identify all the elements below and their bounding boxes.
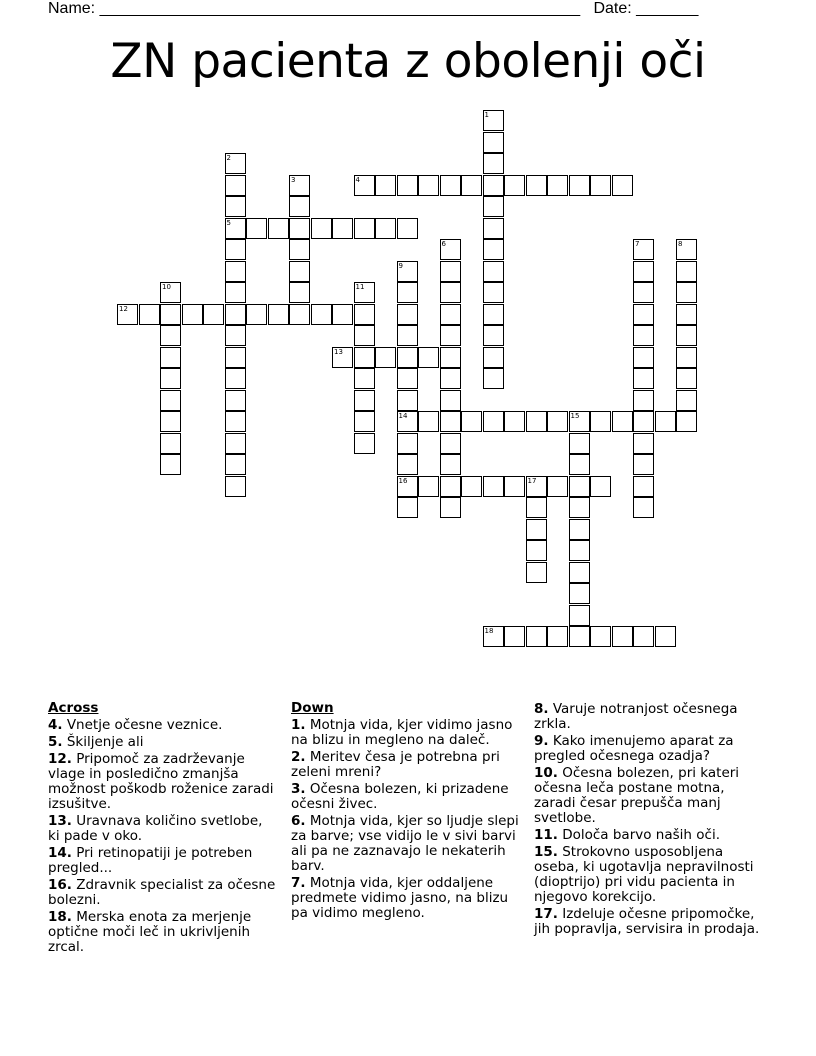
clue-item [291, 782, 521, 812]
crossword-cell[interactable] [547, 411, 568, 432]
crossword-cell[interactable] [354, 411, 375, 432]
crossword-cell[interactable] [225, 153, 246, 174]
crossword-cell[interactable] [225, 347, 246, 368]
crossword-cell[interactable] [225, 239, 246, 260]
crossword-cell[interactable] [375, 175, 396, 196]
cell-number: 15 [570, 412, 580, 420]
crossword-cell[interactable] [633, 282, 654, 303]
cell-number: 17 [527, 476, 537, 485]
clue-item [534, 734, 770, 764]
clue-number: 9. [534, 733, 549, 749]
across-heading: Across [48, 700, 99, 716]
crossword-cell[interactable] [526, 175, 547, 196]
crossword-cell[interactable] [354, 218, 375, 239]
crossword-cell[interactable] [225, 175, 246, 196]
crossword-cell[interactable] [676, 261, 697, 282]
crossword-cell[interactable] [160, 411, 181, 432]
crossword-cell[interactable] [633, 325, 654, 346]
crossword-cell[interactable] [483, 368, 504, 389]
crossword-cell[interactable] [676, 347, 697, 368]
crossword-cell[interactable] [569, 519, 590, 540]
crossword-cell[interactable] [354, 282, 375, 303]
clue-number: 18. [48, 909, 72, 925]
cell-number: 11 [355, 283, 365, 291]
crossword-cell[interactable] [461, 411, 482, 432]
clue-number: 12. [48, 751, 72, 767]
crossword-cell[interactable] [633, 497, 654, 518]
crossword-cell[interactable] [483, 175, 504, 196]
crossword-cell[interactable] [526, 411, 547, 432]
crossword-cell[interactable] [289, 196, 310, 217]
crossword-cell[interactable] [569, 433, 590, 454]
crossword-cell[interactable] [440, 454, 461, 475]
crossword-cell[interactable] [676, 239, 697, 260]
crossword-cell[interactable] [225, 476, 246, 497]
crossword-cell[interactable] [526, 476, 547, 497]
cell-number: 2 [226, 154, 231, 162]
clue-text: Pri retinopatiji je potreben pregled... [48, 845, 253, 876]
crossword-cell[interactable] [289, 304, 310, 325]
crossword-cell[interactable] [526, 626, 547, 647]
clue-item [534, 702, 770, 732]
cell-number: 4 [355, 175, 360, 184]
crossword-cell[interactable] [289, 261, 310, 282]
crossword-cell[interactable] [633, 626, 654, 647]
crossword-cell[interactable] [440, 347, 461, 368]
crossword-cell[interactable] [332, 218, 353, 239]
name-blank[interactable]: ______________________________________________________ [99, 0, 581, 17]
crossword-cell[interactable] [354, 347, 375, 368]
crossword-cell[interactable] [440, 175, 461, 196]
crossword-cell[interactable] [440, 411, 461, 432]
crossword-cell[interactable] [676, 411, 697, 432]
across-clue-list [48, 718, 278, 955]
crossword-cell[interactable] [225, 261, 246, 282]
page-title: ZN pacienta z obolenji oči [110, 34, 706, 89]
crossword-cell[interactable] [397, 347, 418, 368]
crossword-cell[interactable] [160, 368, 181, 389]
crossword-cell[interactable] [418, 476, 439, 497]
clue-text: Zdravnik specialist za očesne bolezni. [48, 877, 276, 908]
clue-number: 6. [291, 813, 306, 829]
crossword-cell[interactable] [397, 454, 418, 475]
clue-item [291, 750, 521, 780]
crossword-cell[interactable] [354, 325, 375, 346]
cell-number: 16 [398, 476, 408, 485]
clues-column-down-continued [534, 700, 770, 937]
cell-number: 9 [398, 261, 403, 270]
crossword-cell[interactable] [547, 626, 568, 647]
crossword-cell[interactable] [397, 368, 418, 389]
clue-item [48, 846, 278, 876]
crossword-cell[interactable] [375, 218, 396, 239]
crossword-cell[interactable] [633, 454, 654, 475]
clue-number: 1. [291, 717, 306, 733]
crossword-cell[interactable] [461, 175, 482, 196]
crossword-cell[interactable] [440, 433, 461, 454]
crossword-cell[interactable] [569, 605, 590, 626]
crossword-cell[interactable] [569, 175, 590, 196]
crossword-cell[interactable] [676, 282, 697, 303]
crossword-cell[interactable] [526, 562, 547, 583]
crossword-cell[interactable] [590, 175, 611, 196]
crossword-cell[interactable] [504, 626, 525, 647]
crossword-cell[interactable] [504, 476, 525, 497]
crossword-cell[interactable] [676, 390, 697, 411]
clues-column-across [48, 700, 278, 955]
crossword-cell[interactable] [397, 497, 418, 518]
crossword-cell[interactable] [311, 304, 332, 325]
clue-number: 2. [291, 749, 306, 765]
clue-number: 4. [48, 717, 63, 733]
crossword-cell[interactable] [203, 304, 224, 325]
crossword-cell[interactable] [397, 282, 418, 303]
date-label: Date: [593, 0, 632, 17]
clue-item [291, 814, 521, 874]
crossword-cell[interactable] [633, 368, 654, 389]
clue-item [48, 735, 278, 750]
crossword-cell[interactable] [160, 347, 181, 368]
crossword-cell[interactable] [160, 325, 181, 346]
crossword-cell[interactable] [440, 368, 461, 389]
crossword-cell[interactable] [612, 175, 633, 196]
clue-item [291, 876, 521, 921]
clue-text: Varuje notranjost očesnega zrkla. [534, 701, 738, 732]
crossword-cell[interactable] [225, 454, 246, 475]
crossword-cell[interactable] [676, 368, 697, 389]
crossword-cell[interactable] [483, 239, 504, 260]
crossword-cell[interactable] [225, 304, 246, 325]
crossword-cell[interactable] [483, 347, 504, 368]
crossword-cell[interactable] [633, 304, 654, 325]
crossword-cell[interactable] [397, 325, 418, 346]
clue-number: 7. [291, 875, 306, 891]
crossword-cell[interactable] [483, 132, 504, 153]
clue-item [534, 828, 770, 843]
crossword-cell[interactable] [289, 282, 310, 303]
crossword-cell[interactable] [160, 454, 181, 475]
name-label: Name: [48, 0, 96, 17]
crossword-cell[interactable] [160, 282, 181, 303]
cell-number: 13 [334, 347, 343, 356]
clue-text: Škiljenje ali [62, 734, 144, 750]
crossword-cell[interactable] [590, 626, 611, 647]
cell-number: 14 [398, 412, 408, 420]
crossword-cell[interactable] [633, 390, 654, 411]
crossword-cell[interactable] [483, 282, 504, 303]
clue-text: Določa barvo naših oči. [557, 827, 720, 843]
clue-item [48, 814, 278, 844]
crossword-cell[interactable] [440, 282, 461, 303]
crossword-cell[interactable] [354, 368, 375, 389]
crossword-cell[interactable] [483, 261, 504, 282]
down-clue-list [291, 718, 521, 921]
clue-number: 5. [48, 734, 63, 750]
crossword-cell[interactable] [569, 454, 590, 475]
cell-number: 10 [162, 283, 171, 291]
clue-text: Strokovno usposobljena oseba, ki ugotavlja nepravilnosti (dioptrijo) pri vidu pacienta in njegovo korekcijo. [534, 844, 754, 905]
crossword-cell[interactable] [569, 562, 590, 583]
clue-text: Motnja vida, kjer so ljudje slepi za barve; vse vidijo le v sivi barvi ali pa ne zaznavajo le nekaterih barv. [291, 813, 519, 874]
crossword-cell[interactable] [440, 497, 461, 518]
clue-item [48, 910, 278, 955]
clue-item [534, 845, 770, 905]
crossword-cell[interactable] [354, 390, 375, 411]
crossword-cell[interactable] [418, 411, 439, 432]
crossword-cell[interactable] [418, 347, 439, 368]
clue-number: 8. [534, 701, 549, 717]
clue-item [48, 752, 278, 812]
crossword-cell[interactable] [354, 304, 375, 325]
clue-number: 10. [534, 765, 558, 781]
crossword-cell[interactable] [655, 626, 676, 647]
crossword-cell[interactable] [633, 433, 654, 454]
crossword-cell[interactable] [160, 390, 181, 411]
crossword-cell[interactable] [182, 304, 203, 325]
down-clue-list-continued [534, 702, 770, 937]
cell-number: 1 [484, 111, 489, 119]
clue-number: 3. [291, 781, 306, 797]
crossword-cell[interactable] [633, 261, 654, 282]
crossword-cell[interactable] [655, 411, 676, 432]
clue-number: 17. [534, 906, 558, 922]
crossword-cell[interactable] [225, 325, 246, 346]
clues-column-down [291, 700, 521, 921]
crossword-cell[interactable] [440, 261, 461, 282]
crossword-cell[interactable] [633, 476, 654, 497]
crossword-cell[interactable] [440, 239, 461, 260]
crossword-cell[interactable] [633, 411, 654, 432]
cell-number: 8 [678, 240, 683, 248]
clue-text: Merska enota za merjenje optične moči leč in ukrivljenih zrcal. [48, 909, 252, 955]
clue-text: Izdeluje očesne pripomočke, jih popravlja, servisira in prodaja. [534, 906, 760, 937]
crossword-cell[interactable] [289, 218, 310, 239]
crossword-cell[interactable] [676, 325, 697, 346]
crossword-cell[interactable] [225, 218, 246, 239]
crossword-cell[interactable] [225, 368, 246, 389]
crossword-cell[interactable] [526, 519, 547, 540]
cell-number: 7 [635, 240, 640, 248]
clue-item [48, 718, 278, 733]
crossword-cell[interactable] [504, 411, 525, 432]
clue-item [534, 766, 770, 826]
crossword-cell[interactable] [569, 626, 590, 647]
crossword-cell[interactable] [612, 411, 633, 432]
clue-text: Uravnava količino svetlobe, ki pade v oko. [48, 813, 263, 844]
crossword-cell[interactable] [332, 304, 353, 325]
crossword-cell[interactable] [633, 347, 654, 368]
clue-text: Kako imenujemo aparat za pregled očesnega ozadja? [534, 733, 734, 764]
crossword-cell[interactable] [160, 304, 181, 325]
cell-number: 5 [226, 218, 231, 227]
clue-item [48, 878, 278, 908]
clue-item [291, 718, 521, 748]
crossword-cell[interactable] [483, 304, 504, 325]
crossword-cell[interactable] [246, 218, 267, 239]
crossword-cell[interactable] [504, 175, 525, 196]
crossword-cell[interactable] [526, 540, 547, 561]
crossword-cell[interactable] [160, 433, 181, 454]
crossword-cell[interactable] [268, 218, 289, 239]
crossword-cell[interactable] [354, 175, 375, 196]
crossword-cell[interactable] [547, 175, 568, 196]
crossword-cell[interactable] [397, 476, 418, 497]
crossword-cell[interactable] [397, 218, 418, 239]
crossword-cell[interactable] [440, 390, 461, 411]
clue-number: 16. [48, 877, 72, 893]
crossword-cell[interactable] [246, 304, 267, 325]
crossword-cell[interactable] [311, 218, 332, 239]
crossword-cell[interactable] [547, 476, 568, 497]
crossword-cell[interactable] [440, 476, 461, 497]
crossword-cell[interactable] [397, 261, 418, 282]
crossword-cell[interactable] [397, 175, 418, 196]
crossword-cell[interactable] [225, 433, 246, 454]
crossword-cell[interactable] [139, 304, 160, 325]
crossword-cell[interactable] [418, 175, 439, 196]
crossword-cell[interactable] [225, 282, 246, 303]
crossword-cell[interactable] [483, 476, 504, 497]
crossword-cell[interactable] [590, 411, 611, 432]
crossword-cell[interactable] [268, 304, 289, 325]
crossword-cell[interactable] [483, 325, 504, 346]
cell-number: 3 [291, 175, 296, 184]
clue-text: Pripomoč za zadrževanje vlage in posledično zmanjša možnost poškodb roženice zaradi izsušitve. [48, 751, 274, 812]
cell-number: 6 [441, 240, 446, 248]
crossword-cell[interactable] [397, 433, 418, 454]
clue-text: Motnja vida, kjer vidimo jasno na blizu in megleno na daleč. [291, 717, 513, 748]
crossword-cell[interactable] [483, 153, 504, 174]
crossword-cell[interactable] [440, 304, 461, 325]
date-blank[interactable]: _______ [636, 0, 699, 17]
clue-text: Očesna bolezen, ki prizadene očesni živec. [291, 781, 509, 812]
crossword-cell[interactable] [569, 497, 590, 518]
crossword-cell[interactable] [483, 626, 504, 647]
crossword-cell[interactable] [225, 196, 246, 217]
crossword-cell[interactable] [332, 347, 353, 368]
crossword-cell[interactable] [225, 390, 246, 411]
crossword-cell[interactable] [225, 411, 246, 432]
crossword-cell[interactable] [397, 411, 418, 432]
clue-text: Meritev česa je potrebna pri zeleni mreni? [291, 749, 500, 780]
crossword-cell[interactable] [375, 347, 396, 368]
clue-number: 14. [48, 845, 72, 861]
clue-text: Vnetje očesne veznice. [62, 717, 223, 733]
crossword-cell[interactable] [526, 497, 547, 518]
clue-text: Očesna bolezen, pri kateri očesna leča postane motna, zaradi česar prepušča manj svetlobe. [534, 765, 740, 826]
crossword-cell[interactable] [289, 239, 310, 260]
crossword-cell[interactable] [569, 540, 590, 561]
crossword-cell[interactable] [676, 304, 697, 325]
crossword-cell[interactable] [483, 196, 504, 217]
crossword-cell[interactable] [354, 433, 375, 454]
clue-number: 13. [48, 813, 72, 829]
crossword-cell[interactable] [590, 476, 611, 497]
down-heading: Down [291, 700, 334, 716]
clue-text: Motnja vida, kjer oddaljene predmete vidimo jasno, na blizu pa vidimo megleno. [291, 875, 509, 921]
crossword-cell[interactable] [569, 411, 590, 432]
crossword-cell[interactable] [289, 175, 310, 196]
crossword-cell[interactable] [483, 218, 504, 239]
crossword-cell[interactable] [483, 110, 504, 131]
crossword-cell[interactable] [397, 390, 418, 411]
cell-number: 18 [484, 627, 494, 635]
clue-number: 15. [534, 844, 558, 860]
clue-number: 11. [534, 827, 558, 843]
cell-number: 12 [119, 304, 128, 313]
clue-item [534, 907, 770, 937]
crossword-cell[interactable] [440, 325, 461, 346]
crossword-cell[interactable] [569, 583, 590, 604]
crossword-cell[interactable] [117, 304, 138, 325]
crossword-cell[interactable] [569, 476, 590, 497]
crossword-cell[interactable] [461, 476, 482, 497]
crossword-cell[interactable] [397, 304, 418, 325]
crossword-cell[interactable] [483, 411, 504, 432]
crossword-cell[interactable] [633, 239, 654, 260]
crossword-cell[interactable] [612, 626, 633, 647]
